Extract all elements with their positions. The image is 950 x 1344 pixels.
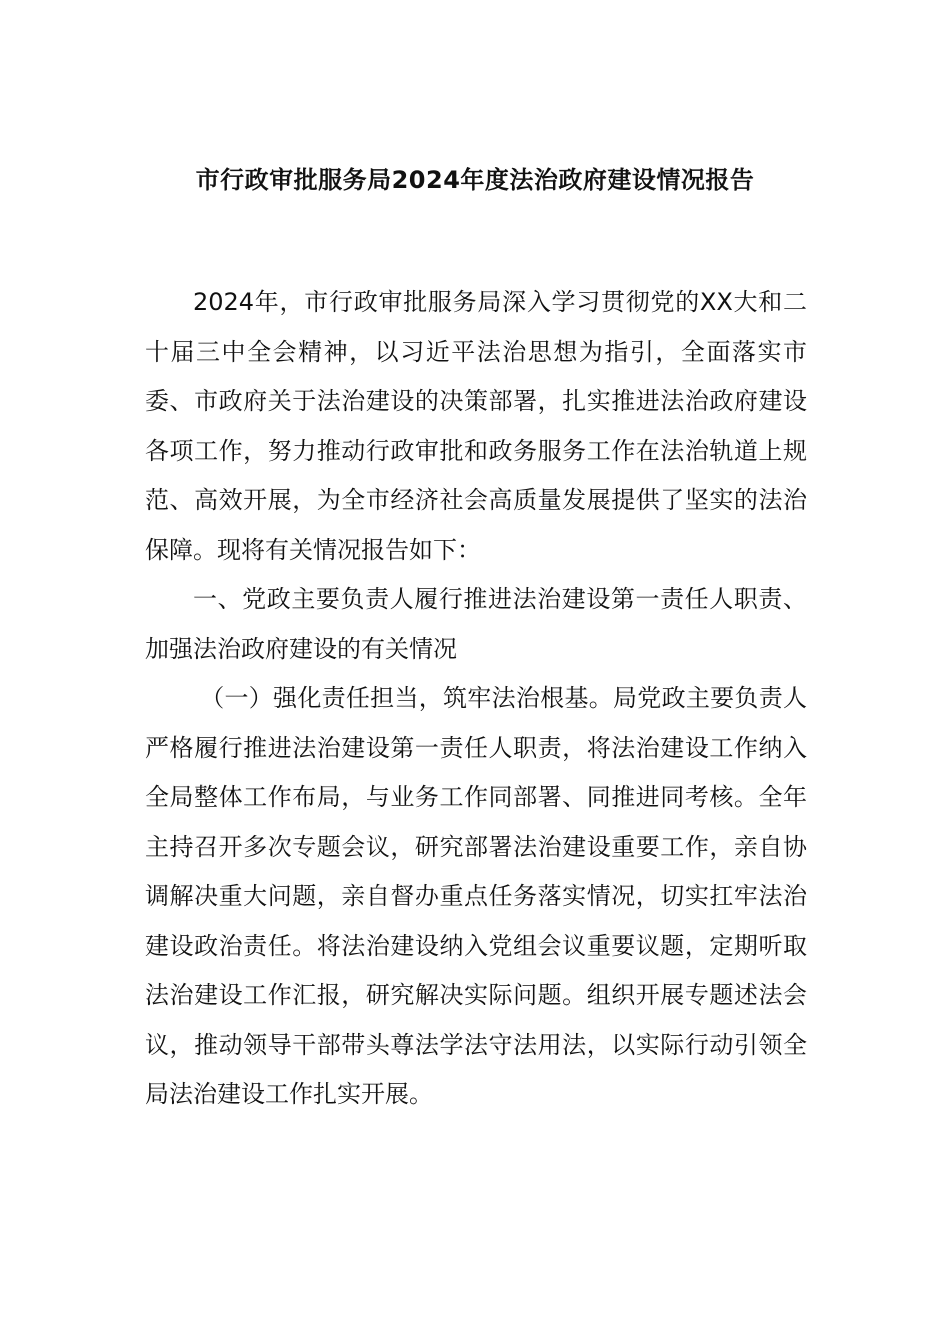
document-body xyxy=(145,278,807,1120)
paragraph-intro: 2024年，市行政审批服务局深入学习贯彻党的XX大和二十届三中全会精神，以习近平法治思想为指引，全面落实市委、市政府关于法治建设的决策部署，扎实推进法治政府建设各项工作，努力推动行政审批和政务服务工作在法治轨道上规范、高效开展，为全市经济社会高质量发展提供了坚实的法治保障。现将有关情况报告如下： xyxy=(145,288,807,564)
paragraph-subsection: （一）强化责任担当，筑牢法治根基。局党政主要负责人严格履行推进法治建设第一责任人职责，将法治建设工作纳入全局整体工作布局，与业务工作同部署、同推进同考核。全年主持召开多次专题会议，研究部署法治建设重要工作，亲自协调解决重大问题，亲自督办重点任务落实情况，切实扛牢法治建设政治责任。将法治建设纳入党组会议重要议题，定期听取法治建设工作汇报，研究解决实际问题。组织开展专题述法会议，推动领导干部带头尊法学法守法用法，以实际行动引领全局法治建设工作扎实开展。 xyxy=(145,684,807,1108)
paragraph-section-heading: 一、党政主要负责人履行推进法治建设第一责任人职责、加强法治政府建设的有关情况 xyxy=(145,585,807,663)
document-title: 市行政审批服务局2024年度法治政府建设情况报告 xyxy=(195,166,755,194)
